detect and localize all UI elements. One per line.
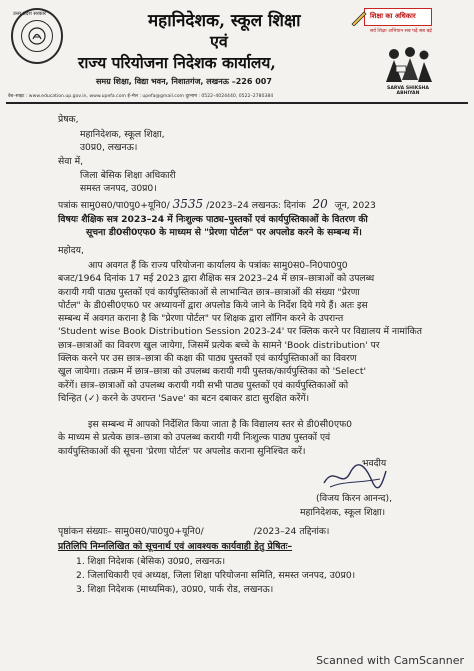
title-line2: एवं bbox=[210, 32, 228, 51]
date-handwritten: 20 bbox=[312, 197, 328, 211]
closing: भवदीय bbox=[362, 458, 387, 469]
emblem-icon bbox=[27, 26, 47, 46]
subject-label: विषयः bbox=[58, 214, 78, 225]
para2-line: इस सम्बन्ध में आपको निर्देशित किया जाता है कि विद्यालय स्तर से डी0सी0एफ0 bbox=[88, 419, 353, 430]
recipient-item: 2. जिलाधिकारी एवं अध्यक्ष, जिला शिक्षा परियोजना समिति, समस्त जनपद, उ0प्र0। bbox=[76, 570, 356, 581]
to-line1: जिला बेसिक शिक्षा अधिकारी bbox=[80, 170, 176, 181]
ssa-children-logo bbox=[380, 44, 436, 84]
endorsement-ref-prefix: पृष्ठांकन संख्याः– सामु0स0/पा0पु0+यूनि0/ bbox=[58, 526, 204, 537]
rte-tagline: सर्व शिक्षा अभियान सब पढ़ें सब बढ़ें bbox=[369, 29, 433, 34]
signatory-title: महानिदेशक, स्कूल शिक्षा। bbox=[300, 507, 386, 518]
para1-line: आप अवगत हैं कि राज्य परियोजना कार्यालय के पत्रांकः सामु0स0–नि0पा0पु0 bbox=[88, 260, 348, 271]
right-logo-block bbox=[346, 8, 442, 100]
signature-scribble bbox=[320, 463, 390, 491]
letter-no-suffix: /2023–24 लखनऊ: दिनांक bbox=[206, 200, 306, 211]
title-line3: राज्य परियोजना निदेशक कार्यालय, bbox=[78, 53, 276, 72]
from-label: प्रेषक, bbox=[58, 114, 79, 125]
subject-line1-row bbox=[58, 213, 368, 226]
subject-line2: सूचना डी0सी0एफ0 के माध्यम से "प्रेरणा पोर्टल" पर अपलोड करने के सम्बन्ध में। bbox=[86, 227, 362, 238]
to-label: सेवा में, bbox=[58, 156, 84, 167]
para1-line: 'Student wise Book Distribution Session 2023-24' पर क्लिक करने पर विद्यालय में नामांकित bbox=[58, 326, 422, 338]
paragraph-1 bbox=[58, 259, 450, 405]
para1-line: चिन्हित (✓) करने के उपरान्त 'Save' का बटन दबाकर डाटा सुरक्षित करेंगें। bbox=[58, 392, 310, 404]
contact-line: वेब–साइट : www.education.up.gov.in, www.upefa.com ई–मेल : upefa@gmail.com दूरभाष : 0522–4024440, 0522–2780384 bbox=[8, 94, 274, 99]
from-line2: उ0प्र0, लखनऊ। bbox=[80, 142, 138, 153]
endorsement-ref-row bbox=[58, 525, 329, 538]
para1-line: सम्बन्ध में अवगत कराना है कि "प्रेरणा पोर्टल" पर शिक्षक द्वारा लॉगिन करने के उपरान्त bbox=[58, 313, 344, 325]
letter-number-row bbox=[58, 198, 376, 212]
paragraph-2 bbox=[58, 418, 450, 458]
para1-line: क्लिक करने पर उस छात्र–छात्रा की कक्षा की पाठ्य पुस्तकों एवं कार्यपुस्तिकाओं का विवरण bbox=[58, 353, 357, 365]
para1-line: छात्र–छात्राओं का विवरण खुल जायेगा, जिसमें प्रत्येक बच्चे के सामने 'Book distribution' पर bbox=[58, 339, 380, 351]
title-line1: महानिदेशक, स्कूल शिक्षा bbox=[148, 11, 301, 31]
copy-heading: प्रतिलिपि निम्नलिखित को सूचनार्थ एवं आवश्यक कार्यवाही हेतु प्रेषितः– bbox=[58, 541, 293, 552]
letter-no-handwritten: 3535 bbox=[172, 197, 204, 211]
emblem-text: उत्तर प्रदेश सरकार bbox=[13, 11, 46, 17]
office-address: समग्र शिक्षा, विद्या भवन, निशातगंज, लखनऊ –226 007 bbox=[96, 77, 272, 86]
para1-line: करायी गयी पाठ्य पुस्तकों एवं कार्यपुस्तिकाओं से लाभान्वित छात्र–छात्राओं की संख्या "प्रेरणा bbox=[58, 286, 360, 298]
para2-line: के माध्यम से प्रत्येक छात्र–छात्रा को उपलब्ध करायी गयी निःशुल्क पाठ्य पुस्तकों एवं bbox=[58, 432, 331, 444]
para1-line: खुल जायेगा। तत्क्रम में छात्र–छात्रा को उपलब्ध करायी गयी पुस्तक/कार्यपुस्तिका को 'Select' bbox=[58, 366, 366, 378]
para1-line: करेंगें। छात्र–छात्राओं को उपलब्ध करायी गयी सभी पाठ्य पुस्तकों एवं कार्यपुस्तिकाओं को bbox=[58, 379, 349, 391]
date-suffix: जून, 2023 bbox=[334, 200, 376, 211]
para1-line: बजट/1964 दिनांक 17 मई 2023 द्वारा शैक्षिक सत्र 2023–24 में छात्र–छात्राओं को उपलब्ध bbox=[58, 273, 375, 285]
signatory-name: (विजय किरन आनन्द), bbox=[316, 493, 393, 504]
para1-line: पोर्टल" के डी0सी0एफ0 पर अध्यायनों द्वारा अपलोड किये जाने के निर्देश दिये गये हैं। अतः इस bbox=[58, 299, 368, 311]
rte-title: शिक्षा का अधिकार bbox=[370, 12, 416, 20]
emblem-inner bbox=[21, 20, 53, 52]
header-rule bbox=[6, 102, 468, 104]
para2-line: कार्यपुस्तिकाओं की सूचना 'प्रेरणा पोर्टल' पर अपलोड कराना सुनिश्चित करें। bbox=[58, 445, 306, 457]
recipient-item: 3. शिक्षा निदेशक (माध्यमिक), उ0प्र0, पार्क रोड, लखनऊ। bbox=[76, 584, 274, 595]
ssa-brand: SARVA SHIKSHA ABHIYAN bbox=[387, 86, 429, 96]
subject-line1: शैक्षिक सत्र 2023–24 में निःशुल्क पाठ्य–पुस्तकों एवं कार्यपुस्तिकाओं के वितरण की bbox=[81, 214, 368, 225]
recipient-item: 1. शिक्षा निदेशक (बेसिक) उ0प्र0, लखनऊ। bbox=[76, 556, 226, 567]
salutation: महोदय, bbox=[58, 245, 84, 256]
pencil-icon bbox=[350, 10, 368, 26]
from-line1: महानिदेशक, स्कूल शिक्षा, bbox=[80, 129, 165, 140]
endorsement-ref-suffix: /2023–24 तद्दिनांक। bbox=[253, 526, 330, 537]
letter-no-prefix: पत्रांक सामु0स0/पा0पु0+यूनि0/ bbox=[58, 200, 170, 211]
scanner-watermark: Scanned with CamScanner bbox=[316, 654, 464, 667]
to-line2: समस्त जनपद, उ0प्र0। bbox=[80, 183, 157, 194]
